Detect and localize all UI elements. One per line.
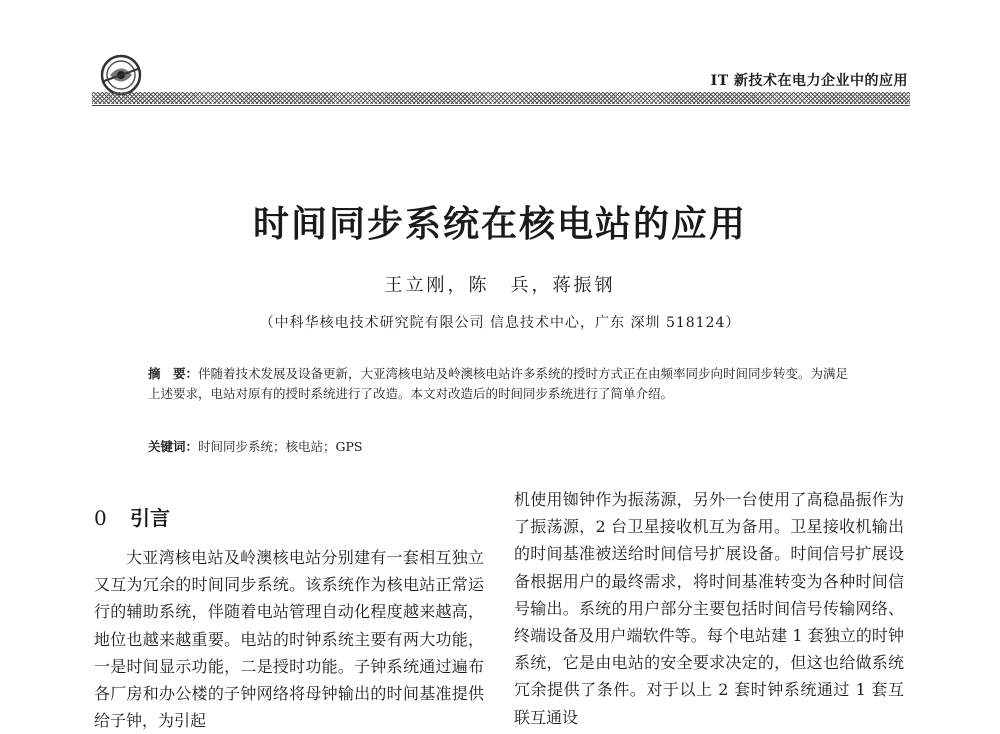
header-divider [92, 92, 910, 104]
abstract [148, 364, 860, 404]
section-heading [94, 502, 170, 531]
abstract-text: 伴随着技术发展及设备更新，大亚湾核电站及岭澳核电站许多系统的授时方式正在由频率同步向时间同步转变。为满足上述要求，电站对原有的授时系统进行了改造。本文对改造后的时间同步系统进行了简单介绍。 [148, 366, 849, 401]
body-right-column: 机使用铷钟作为振荡源，另外一台使用了高稳晶振作为了振荡源，2 台卫星接收机互为备用。卫星接收机输出的时间基准被送给时间信号扩展设备。时间信号扩展设备根据用户的最终需求，将时间基准转变为各种时间信号输出。系统的用户部分主要包括时间信号传输网络、终端设备及用户端软件等。每个电站建 1 套独立的时钟系统，它是由电站的安全要求决定的，但这也给做系统冗余提供了条件。对于以上 2 套时钟系统通过 1 套互联互通设 [514, 490, 904, 727]
section-title: 引言 [130, 506, 170, 530]
section-number: 0 [94, 506, 107, 530]
body-right-column-viewport [514, 486, 904, 727]
body-left-column-viewport [94, 544, 484, 731]
running-header [92, 44, 910, 108]
keywords-text: 时间同步系统；核电站；GPS [198, 439, 363, 454]
abstract-label: 摘 要： [148, 366, 199, 381]
paper-authors: 王立刚，陈 兵，蒋振钢 [384, 275, 616, 296]
journal-logo-icon [100, 54, 142, 96]
keywords [148, 437, 860, 457]
paper-title: 时间同步系统在核电站的应用 [252, 203, 747, 245]
keywords-label: 关键词： [148, 439, 199, 454]
paper-affiliation: （中科华核电技术研究院有限公司 信息技术中心，广东 深圳 518124） [259, 315, 741, 331]
body-left-column: 大亚湾核电站及岭澳核电站分别建有一套相互独立又互为冗余的时间同步系统。该系统作为核电站正常运行的辅助系统，伴随着电站管理自动化程度越来越高，地位也越来越重要。电站的时钟系统主要有两大功能，一是时间显示功能，二是授时功能。子钟系统通过遍布各厂房和办公楼的子钟网络将母钟输出的时间基准提供给子钟，为引起 [94, 548, 484, 731]
journal-section-title: IT 新技术在电力企业中的应用 [710, 73, 908, 89]
